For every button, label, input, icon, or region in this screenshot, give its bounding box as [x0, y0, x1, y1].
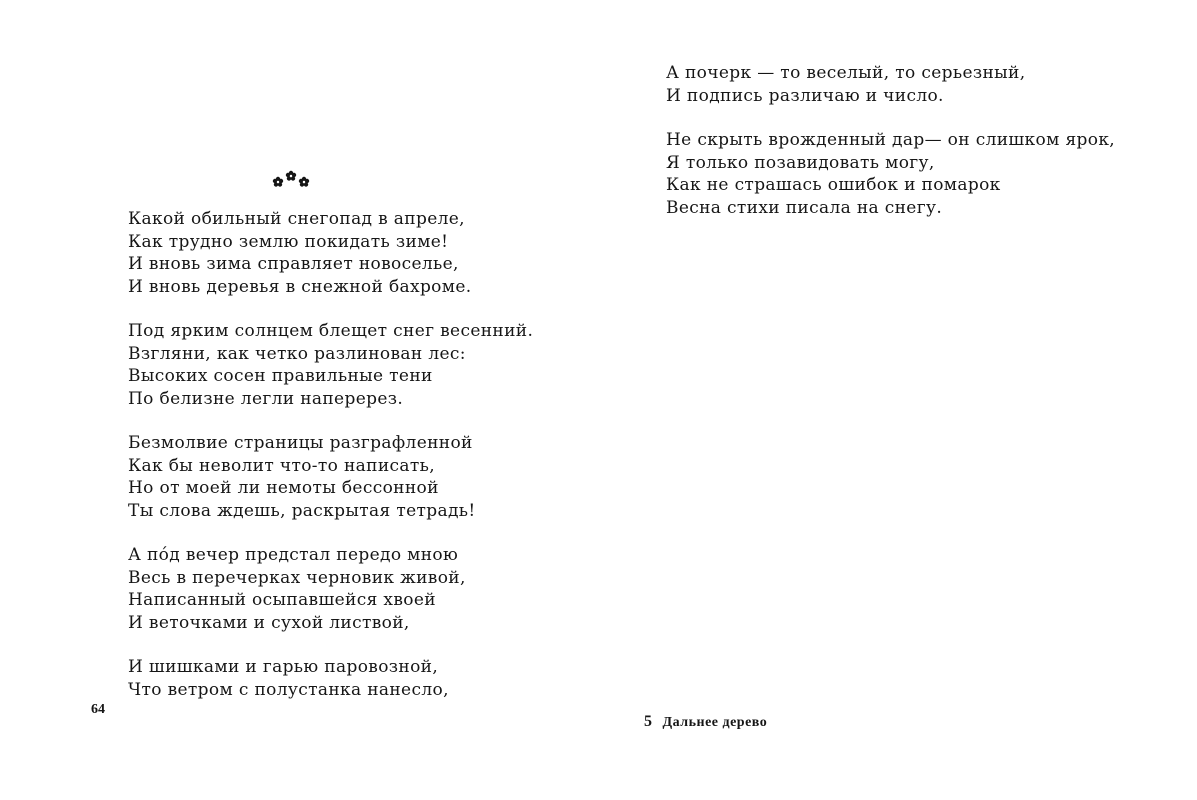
stanza: [128, 320, 533, 410]
poem-line: Под ярким солнцем блещет снег весенний.: [128, 321, 534, 341]
signature-number: 5: [644, 713, 653, 730]
poem-line: Как бы неволит что-то написать,: [128, 455, 435, 476]
poem-line: Но от моей ли немоты бессонной: [128, 478, 439, 498]
poem-line: А почерк — то веселый, то серьезный,: [666, 63, 1026, 83]
poem-line: Безмолвие страницы разграфленной: [128, 433, 473, 453]
page-number: 64: [91, 702, 105, 717]
poem-line: Весь в перечерках черновик живой,: [128, 567, 466, 588]
asterism-ornament: [270, 168, 312, 190]
poem-line: Я только позавидовать могу,: [666, 152, 935, 173]
poem-left: [128, 208, 533, 723]
poem-line: Весна стихи писала на снегу.: [666, 197, 943, 218]
right-page: [598, 0, 1197, 800]
poem-line: Высоких сосен правильные тени: [128, 366, 433, 386]
poem-line: И подпись различаю и число.: [666, 85, 944, 106]
printer-signature: [644, 713, 767, 731]
poem-line: По белизне легли наперерез.: [128, 388, 404, 409]
stanza: [128, 432, 533, 522]
poem-line: И шишками и гарью паровозной,: [128, 657, 439, 677]
poem-line: Ты слова ждешь, раскрытая тетрадь!: [128, 500, 476, 521]
poem-line: Взгляни, как четко разлинован лес:: [128, 343, 466, 364]
poem-line: А пóд вечер предстал передо мною: [128, 545, 459, 565]
stanza: [128, 544, 533, 634]
poem-line: Не скрыть врожденный дар— он слишком ярок,: [666, 130, 1116, 150]
flower-icon: [286, 171, 296, 181]
poem-line: Написанный осыпавшейся хвоей: [128, 590, 436, 610]
flower-icon: [299, 177, 309, 187]
poem-line: Как трудно землю покидать зиме!: [128, 231, 449, 252]
poem-right: [666, 62, 1115, 241]
left-page: [0, 0, 598, 800]
poem-line: И вновь зима справляет новоселье,: [128, 254, 459, 274]
poem-line: И вновь деревья в снежной бахроме.: [128, 276, 472, 297]
poem-line: И веточками и сухой листвой,: [128, 612, 410, 633]
stanza: [666, 62, 1115, 107]
signature-title: Дальнее дерево: [662, 715, 768, 730]
poem-line: Как не страшась ошибок и помарок: [666, 175, 1001, 195]
stanza: [128, 656, 533, 701]
poem-line: Какой обильный снегопад в апреле,: [128, 209, 465, 229]
stanza: [128, 208, 533, 298]
stanza: [666, 129, 1115, 219]
flower-icon: [273, 177, 283, 187]
poem-line: Что ветром с полустанка нанесло,: [128, 679, 449, 700]
